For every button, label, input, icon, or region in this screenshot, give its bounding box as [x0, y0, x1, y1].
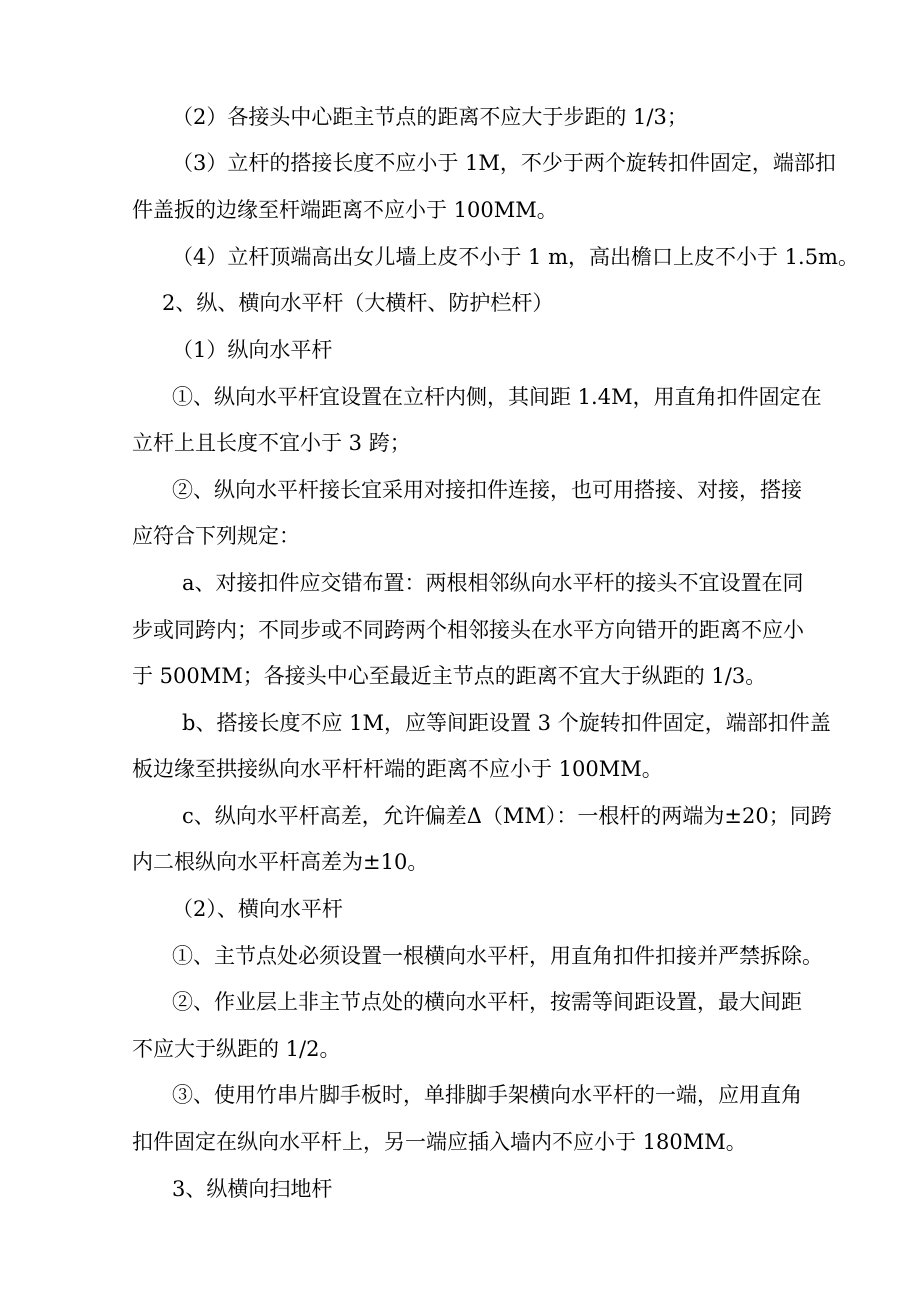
section-heading: 2、纵、横向水平杆（大横杆、防护栏杆） — [162, 291, 554, 315]
text-line: ③、使用竹串片脚手板时，单排脚手架横向水平杆的一端，应用直角 — [172, 1083, 802, 1107]
section-heading: 3、纵横向扫地杆 — [172, 1177, 333, 1201]
text-line: ②、作业层上非主节点处的横向水平杆，按需等间距设置，最大间距 — [172, 990, 802, 1014]
text-line: ①、主节点处必须设置一根横向水平杆，用直角扣件扣接并严禁拆除。 — [172, 944, 823, 968]
text-line: b、搭接长度不应 1M，应等间距设置 3 个旋转扣件固定，端部扣件盖 — [182, 711, 831, 735]
text-line: （2）各接头中心距主节点的距离不应大于步距的 1/3； — [172, 105, 688, 129]
text-line: 内二根纵向水平杆高差为±10。 — [132, 850, 429, 874]
text-line: ①、纵向水平杆宜设置在立杆内侧，其间距 1.4M，用直角扣件固定在 — [172, 385, 822, 409]
text-line: （3）立杆的搭接长度不应小于 1M，不少于两个旋转扣件固定，端部扣 — [172, 151, 836, 175]
text-line: （4）立杆顶端高出女儿墙上皮不小于 1 m，高出檐口上皮不小于 1.5m。 — [172, 245, 859, 269]
text-line: 件盖扳的边缘至杆端距离不应小于 100MM。 — [132, 198, 558, 222]
text-line: 不应大于纵距的 1/2。 — [132, 1037, 341, 1061]
text-line: 步或同跨内；不同步或不同跨两个相邻接头在水平方向错开的距离不应小 — [132, 618, 804, 642]
text-line: 立杆上且长度不宜小于 3 跨； — [132, 431, 411, 455]
text-line: a、对接扣件应交错布置：两根相邻纵向水平杆的接头不宜设置在同 — [182, 571, 804, 595]
subsection-heading: （2）、横向水平杆 — [172, 897, 343, 921]
text-line: 板边缘至拱接纵向水平杆杆端的距离不应小于 100MM。 — [132, 757, 663, 781]
text-line: 扣件固定在纵向水平杆上，另一端应插入墙内不应小于 180MM。 — [132, 1130, 747, 1154]
text-line: c、纵向水平杆高差，允许偏差Δ（MM）：一根杆的两端为±20；同跨 — [182, 804, 832, 828]
subsection-heading: （1）纵向水平杆 — [172, 338, 333, 362]
text-line: ②、纵向水平杆接长宜采用对接扣件连接，也可用搭接、对接，搭接 — [172, 478, 802, 502]
text-line: 应符合下列规定： — [132, 524, 300, 548]
text-line: 于 500MM；各接头中心至最近主节点的距离不宜大于纵距的 1/3。 — [132, 664, 767, 688]
